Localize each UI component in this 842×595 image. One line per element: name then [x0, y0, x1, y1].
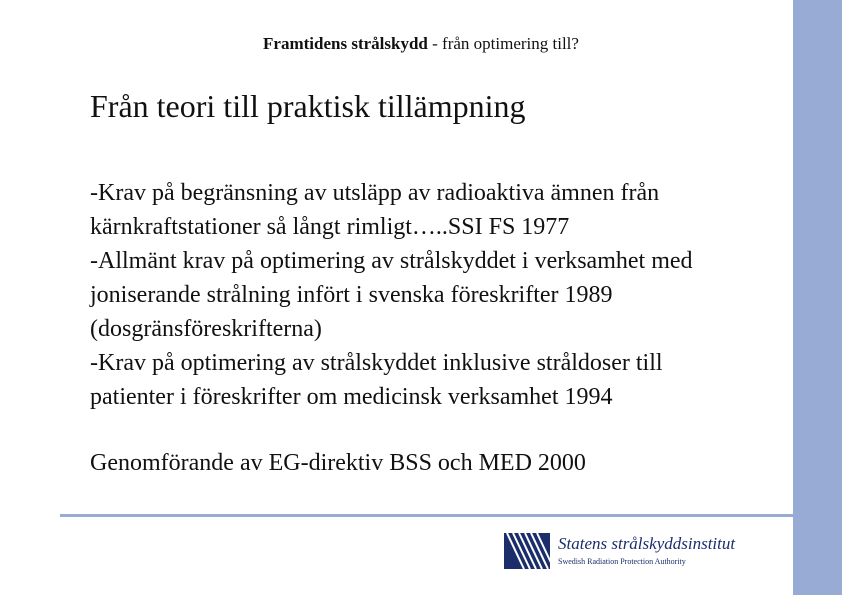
- bullet-list: [90, 176, 800, 414]
- bullet-line: -Krav på begränsning av utsläpp av radioaktiva ämnen från: [90, 180, 660, 206]
- slide-header: [0, 34, 842, 54]
- side-accent-bar: [793, 0, 842, 595]
- logo-subtitle: Swedish Radiation Protection Authority: [558, 557, 686, 566]
- bullet-line: patienter i föreskrifter om medicinsk verksamhet 1994: [90, 384, 613, 410]
- horizontal-rule: [60, 514, 793, 517]
- slide-title: Från teori till praktisk tillämpning: [90, 88, 526, 124]
- footer-statement: Genomförande av EG-direktiv BSS och MED 2000: [90, 450, 586, 476]
- bullet-line: -Krav på optimering av strålskyddet inklusive stråldoser till: [90, 350, 663, 376]
- bullet-line: (dosgränsföreskrifterna): [90, 316, 322, 342]
- header-title-rest: - från optimering till?: [427, 34, 579, 53]
- bullet-line: kärnkraftstationer så långt rimligt…..SSI FS 1977: [90, 214, 570, 240]
- header-title-bold: Framtidens strålskydd: [263, 34, 428, 53]
- institute-logo: [504, 533, 736, 571]
- bullet-line: -Allmänt krav på optimering av strålskyddet i verksamhet med: [90, 248, 693, 274]
- logo-name: Statens strålskyddsinstitut: [558, 534, 736, 553]
- bullet-line: joniserande strålning infört i svenska föreskrifter 1989: [90, 282, 613, 308]
- logo-mark-icon: [504, 533, 550, 569]
